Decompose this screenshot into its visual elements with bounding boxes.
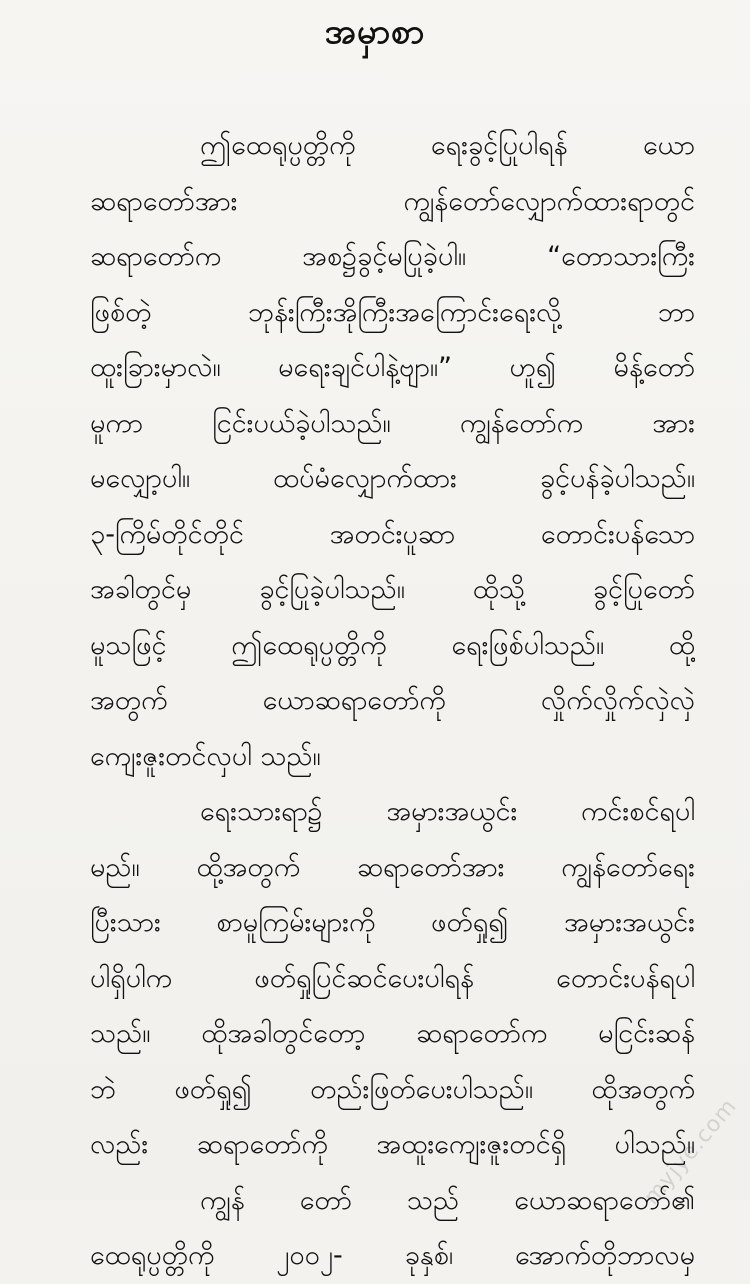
text-line: ဆရာတော်အား ကျွန်တော်လျှောက်ထားရာတွင် xyxy=(90,185,695,217)
text-line: ထေရုပ္ပတ္တိကို ၂၀၀၂- ခုနှစ်၊ အောက်တိုဘာလမှ xyxy=(90,1240,695,1271)
body-text xyxy=(90,118,695,1284)
text-line: ပြီးသား စာမူကြမ်းများကို ဖတ်ရှု၍ အမှားအယွင်း xyxy=(90,907,695,938)
text-line: ဖြစ်တဲ့ ဘုန်းကြီးအိုကြီးအကြောင်းရေးလို့ ဘာ xyxy=(90,296,695,328)
page-title: အမှာစာ xyxy=(324,12,426,52)
text-line: မလျှော့ပါ။ ထပ်မံလျှောက်ထား ခွင့်ပန်ခဲ့ပါသည်။ xyxy=(90,463,695,494)
text-line: ပါရှိပါက ဖတ်ရှုပြင်ဆင်ပေးပါရန် တောင်းပန်ရပါ xyxy=(90,962,695,994)
text-line: မည်။ ထို့အတွက် ဆရာတော်အား ကျွန်တော်ရေး xyxy=(90,851,695,883)
text-line: ထူးခြားမှာလဲ။ မရေးချင်ပါနဲ့ဗျာ။” ဟူ၍ မိန့်တော် xyxy=(90,352,695,383)
text-line: ဆရာတော်က အစ၌ခွင့်မပြုခဲ့ပါ။ “တောသားကြီး xyxy=(90,241,695,272)
text-line: မူကာ ငြင်းပယ်ခဲ့ပါသည်။ ကျွန်တော်က အား xyxy=(90,407,695,439)
text-line: မူသဖြင့် ဤထေရုပ္ပတ္တိကို ရေးဖြစ်ပါသည်။ ထို့ xyxy=(90,629,695,661)
text-line: ဤထေရုပ္ပတ္တိကို ရေးခွင့်ပြုပါရန် ယော xyxy=(200,130,695,161)
text-line: ကျေးဇူးတင်လှပါ သည်။ xyxy=(90,740,321,772)
text-line: ရေးသားရာ၌ အမှားအယွင်း ကင်းစင်ရပါ xyxy=(200,796,695,827)
text-line: အခါတွင်မှ ခွင့်ပြုခဲ့ပါသည်။ ထိုသို့ ခွင့်ပြုတော် xyxy=(90,574,695,605)
watermark: myjye.com xyxy=(639,1093,742,1210)
text-line: ကျွန် တော် သည် ယောဆရာတော်၏ xyxy=(200,1184,695,1216)
text-line: ဘဲ ဖတ်ရှု၍ တည်းဖြတ်ပေးပါသည်။ ထိုအတွက် xyxy=(90,1073,695,1105)
text-line: ၃-ကြိမ်တိုင်တိုင် အတင်းပူဆာ တောင်းပန်သော xyxy=(90,518,695,550)
text-line: အတွက် ယောဆရာတော်ကို လှိုက်လှိုက်လှဲလှဲ xyxy=(90,685,695,716)
text-line: လည်း ဆရာတော်ကို အထူးကျေးဇူးတင်ရှိ ပါသည်။ xyxy=(90,1129,695,1160)
text-line: သည်။ ထိုအခါတွင်တော့ ဆရာတော်က မငြင်းဆန် xyxy=(90,1018,695,1049)
